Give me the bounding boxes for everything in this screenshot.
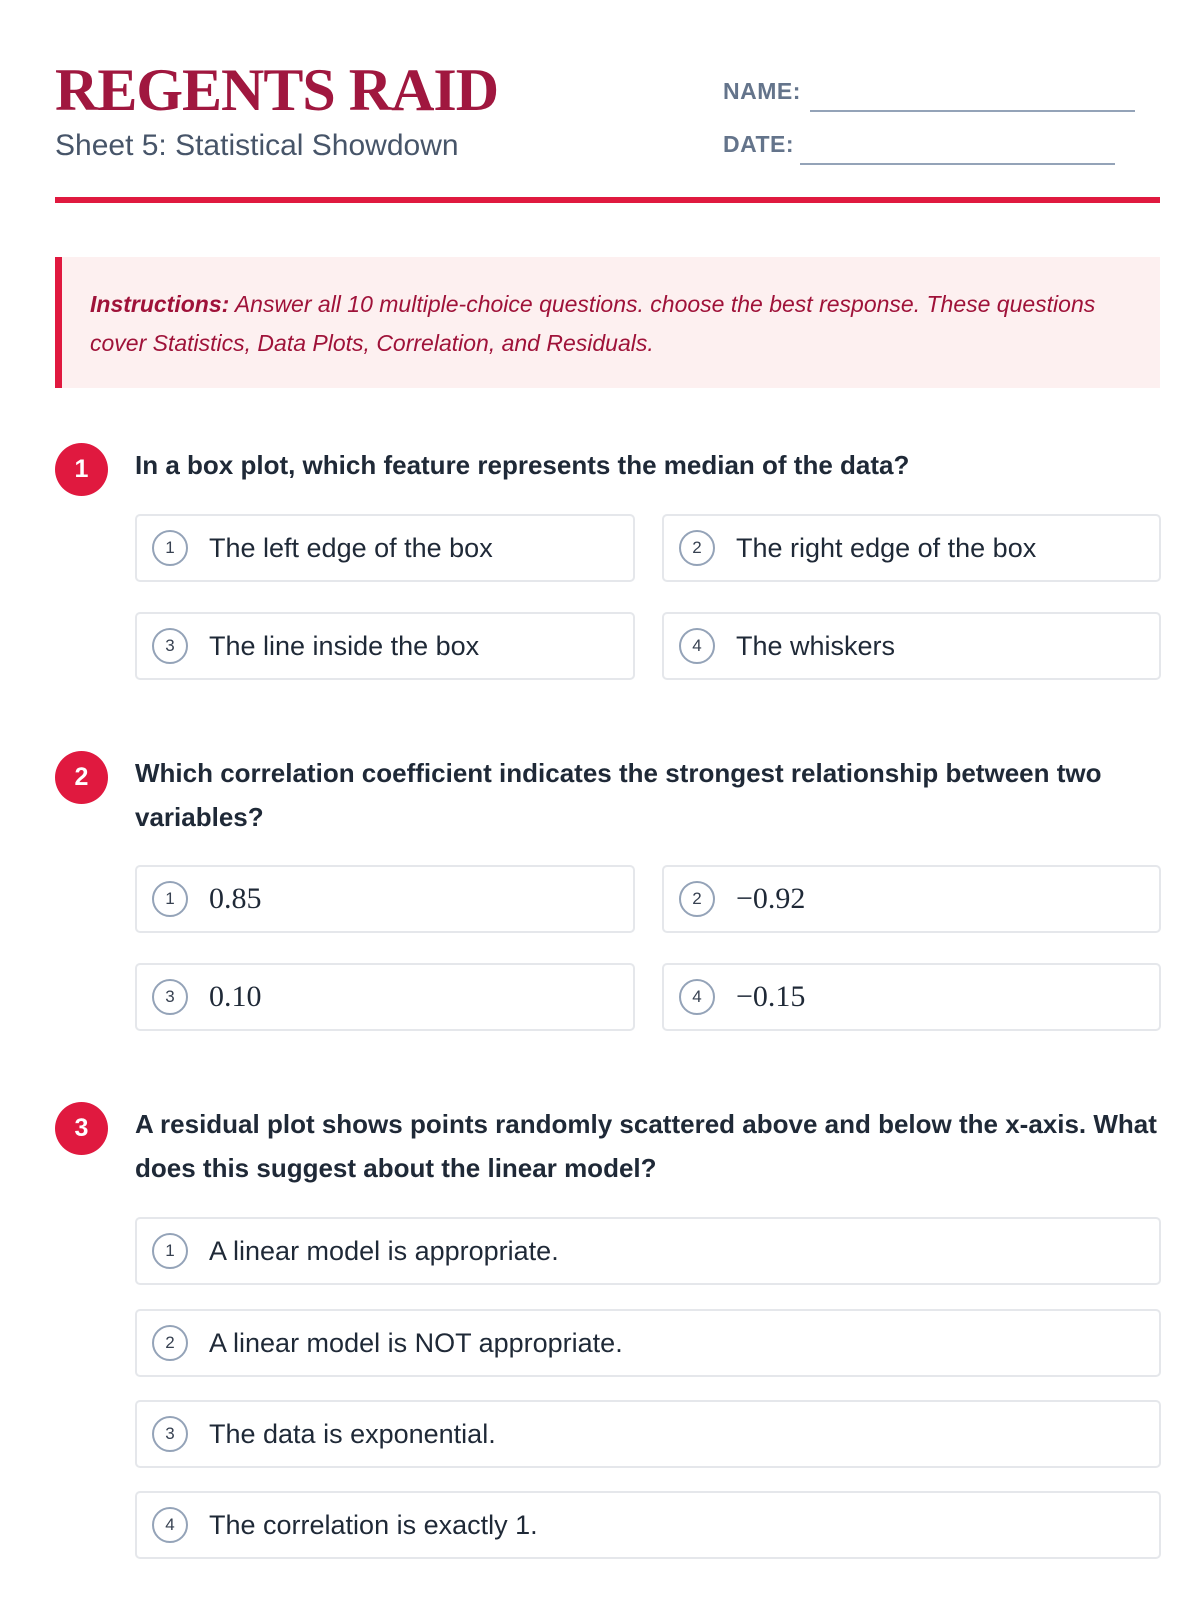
date-label: DATE: (723, 131, 795, 157)
option-text: −0.92 (736, 882, 806, 915)
answer-option[interactable] (135, 514, 635, 582)
option-text: A linear model is appropriate. (209, 1235, 559, 1266)
question-text: A residual plot shows points randomly scattered above and below the x-axis. What does this suggest about the linear model? (135, 1109, 1157, 1183)
option-text: The data is exponential. (209, 1418, 496, 1449)
instructions-label: Instructions: (90, 291, 230, 317)
answer-option[interactable] (135, 1491, 1161, 1559)
question-number-badge: 1 (55, 443, 108, 496)
question-number-badge: 3 (55, 1102, 108, 1155)
option-text: The left edge of the box (209, 532, 493, 563)
option-text: The whiskers (736, 630, 896, 661)
question-text: In a box plot, which feature represents the median of the data? (135, 450, 910, 480)
option-number: 4 (152, 1507, 188, 1543)
option-number: 2 (679, 530, 715, 566)
option-number: 3 (152, 628, 188, 664)
worksheet-title: REGENTS RAID (55, 57, 499, 123)
answer-option[interactable] (662, 612, 1161, 680)
option-text: A linear model is NOT appropriate. (209, 1327, 623, 1358)
option-number: 2 (152, 1325, 188, 1361)
instructions-text: Answer all 10 multiple-choice questions. choose the best response. These questions cover Statistics, Data Plots, Correlation, and Residuals. (90, 291, 1096, 356)
header-divider (55, 197, 1160, 203)
option-number: 1 (152, 530, 188, 566)
option-text: The line inside the box (209, 630, 480, 661)
answer-option[interactable] (135, 1309, 1161, 1377)
worksheet-header (55, 55, 1160, 205)
option-number: 4 (679, 628, 715, 664)
answer-option[interactable] (662, 963, 1161, 1031)
option-number: 3 (152, 1416, 188, 1452)
name-field[interactable] (810, 110, 1135, 112)
option-number: 3 (152, 979, 188, 1015)
answer-option[interactable] (135, 1217, 1161, 1285)
answer-option[interactable] (135, 612, 635, 680)
worksheet-subtitle: Sheet 5: Statistical Showdown (55, 129, 459, 162)
option-number: 1 (152, 881, 188, 917)
option-number: 2 (679, 881, 715, 917)
answer-option[interactable] (135, 1400, 1161, 1468)
question-number-badge: 2 (55, 751, 108, 804)
name-label: NAME: (723, 78, 801, 104)
option-text: 0.10 (209, 980, 262, 1013)
date-field[interactable] (800, 163, 1115, 165)
option-number: 4 (679, 979, 715, 1015)
answer-option[interactable] (135, 865, 635, 933)
option-text: The right edge of the box (736, 532, 1037, 563)
instructions-box (55, 257, 1160, 388)
option-text: 0.85 (209, 882, 262, 915)
answer-option[interactable] (135, 963, 635, 1031)
option-text: −0.15 (736, 980, 806, 1013)
answer-option[interactable] (662, 865, 1161, 933)
answer-option[interactable] (662, 514, 1161, 582)
option-text: The correlation is exactly 1. (209, 1509, 538, 1540)
question-text: Which correlation coefficient indicates the strongest relationship between two variables? (135, 758, 1102, 832)
option-number: 1 (152, 1233, 188, 1269)
